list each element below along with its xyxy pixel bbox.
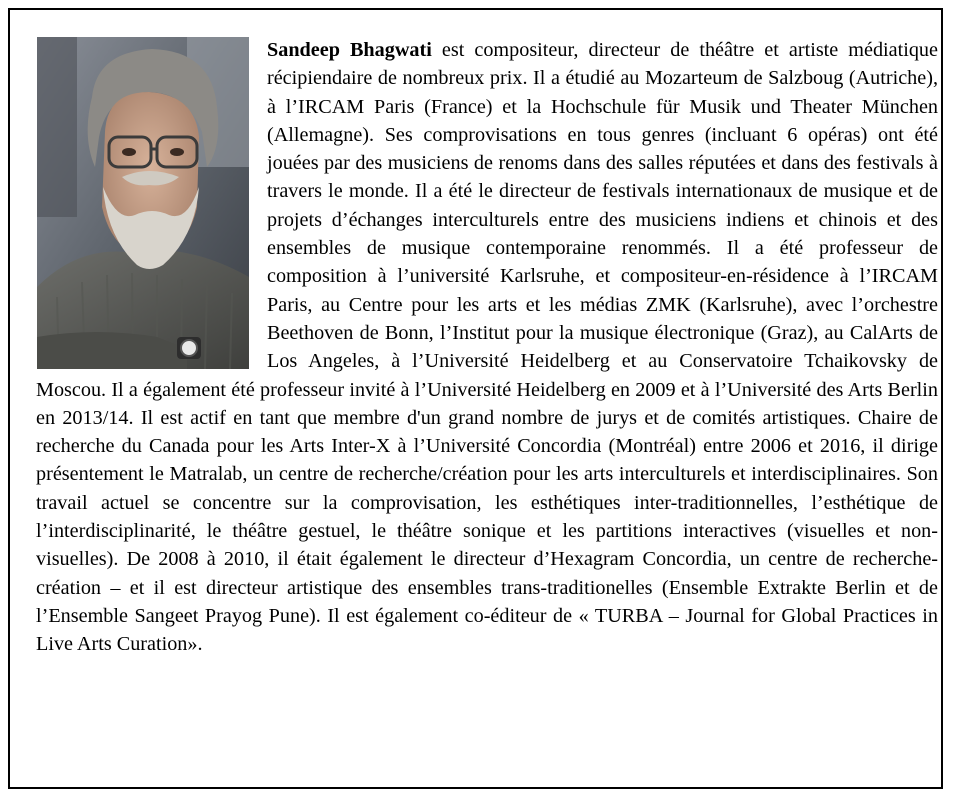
portrait-photo [37, 37, 249, 369]
biography-text: est compositeur, directeur de théâtre et artiste médiatique récipiendaire de nombreux prix. Il a étudié au Mozarteum de Salzboug (Autriche), à l’IRCAM Paris (France) et la Hochschule für Musik und Theater München (Allemagne). Ses comprovisations en tous genres (incluant 6 opéras) ont été jouées par des musiciens de renoms dans des salles réputées et dans des festivals à travers le monde. Il a été le directeur de festivals internationaux de musique et de projets d’échanges interculturels entre des musiciens indiens et chinois et des ensembles de musique contemporaine renommés. Il a été professeur de composition à l’université Karlsruhe, et compositeur-en-résidence à l’IRCAM Paris, au Centre pour les arts et les médias ZMK (Karlsruhe), avec l’orchestre Beethoven de Bonn, l’Institut pour la musique électronique (Graz), au CalArts de Los Angeles, à l’Université Heidelberg et au Conservatoire Tchaikovsky de Moscou. Il a également été professeur invité à l’Université Heidelberg en 2009 et à l’Université des Arts Berlin en 2013/14. Il est actif en tant que membre d'un grand nombre de jurys et de comités artistiques. Chaire de recherche du Canada pour les Arts Inter-X à l’Université Concordia (Montréal) entre 2006 et 2016, il dirige présentement le Matralab, un centre de recherche/création pour les arts interculturels et interdisciplinaires. Son travail actuel se concentre sur la comprovisation, les esthétiques inter-traditionnelles, l’esthétique de l’interdisciplinarité, le théâtre gestuel, le théâtre sonique et les partitions interactives (visuelles et non-visuelles). De 2008 à 2010, il était également le directeur d’Hexagram Concordia, un centre de recherche-création – et il est directeur artistique des ensembles trans-traditionelles (Ensemble Extrakte Berlin et de l’Ensemble Sangeet Prayog Pune). Il est également co-éditeur de « TURBA – Journal for Global Practices in Live Arts Curation». [36, 39, 938, 656]
bio-frame [8, 8, 943, 789]
biography-paragraph [36, 36, 938, 659]
person-name: Sandeep Bhagwati [267, 39, 432, 61]
